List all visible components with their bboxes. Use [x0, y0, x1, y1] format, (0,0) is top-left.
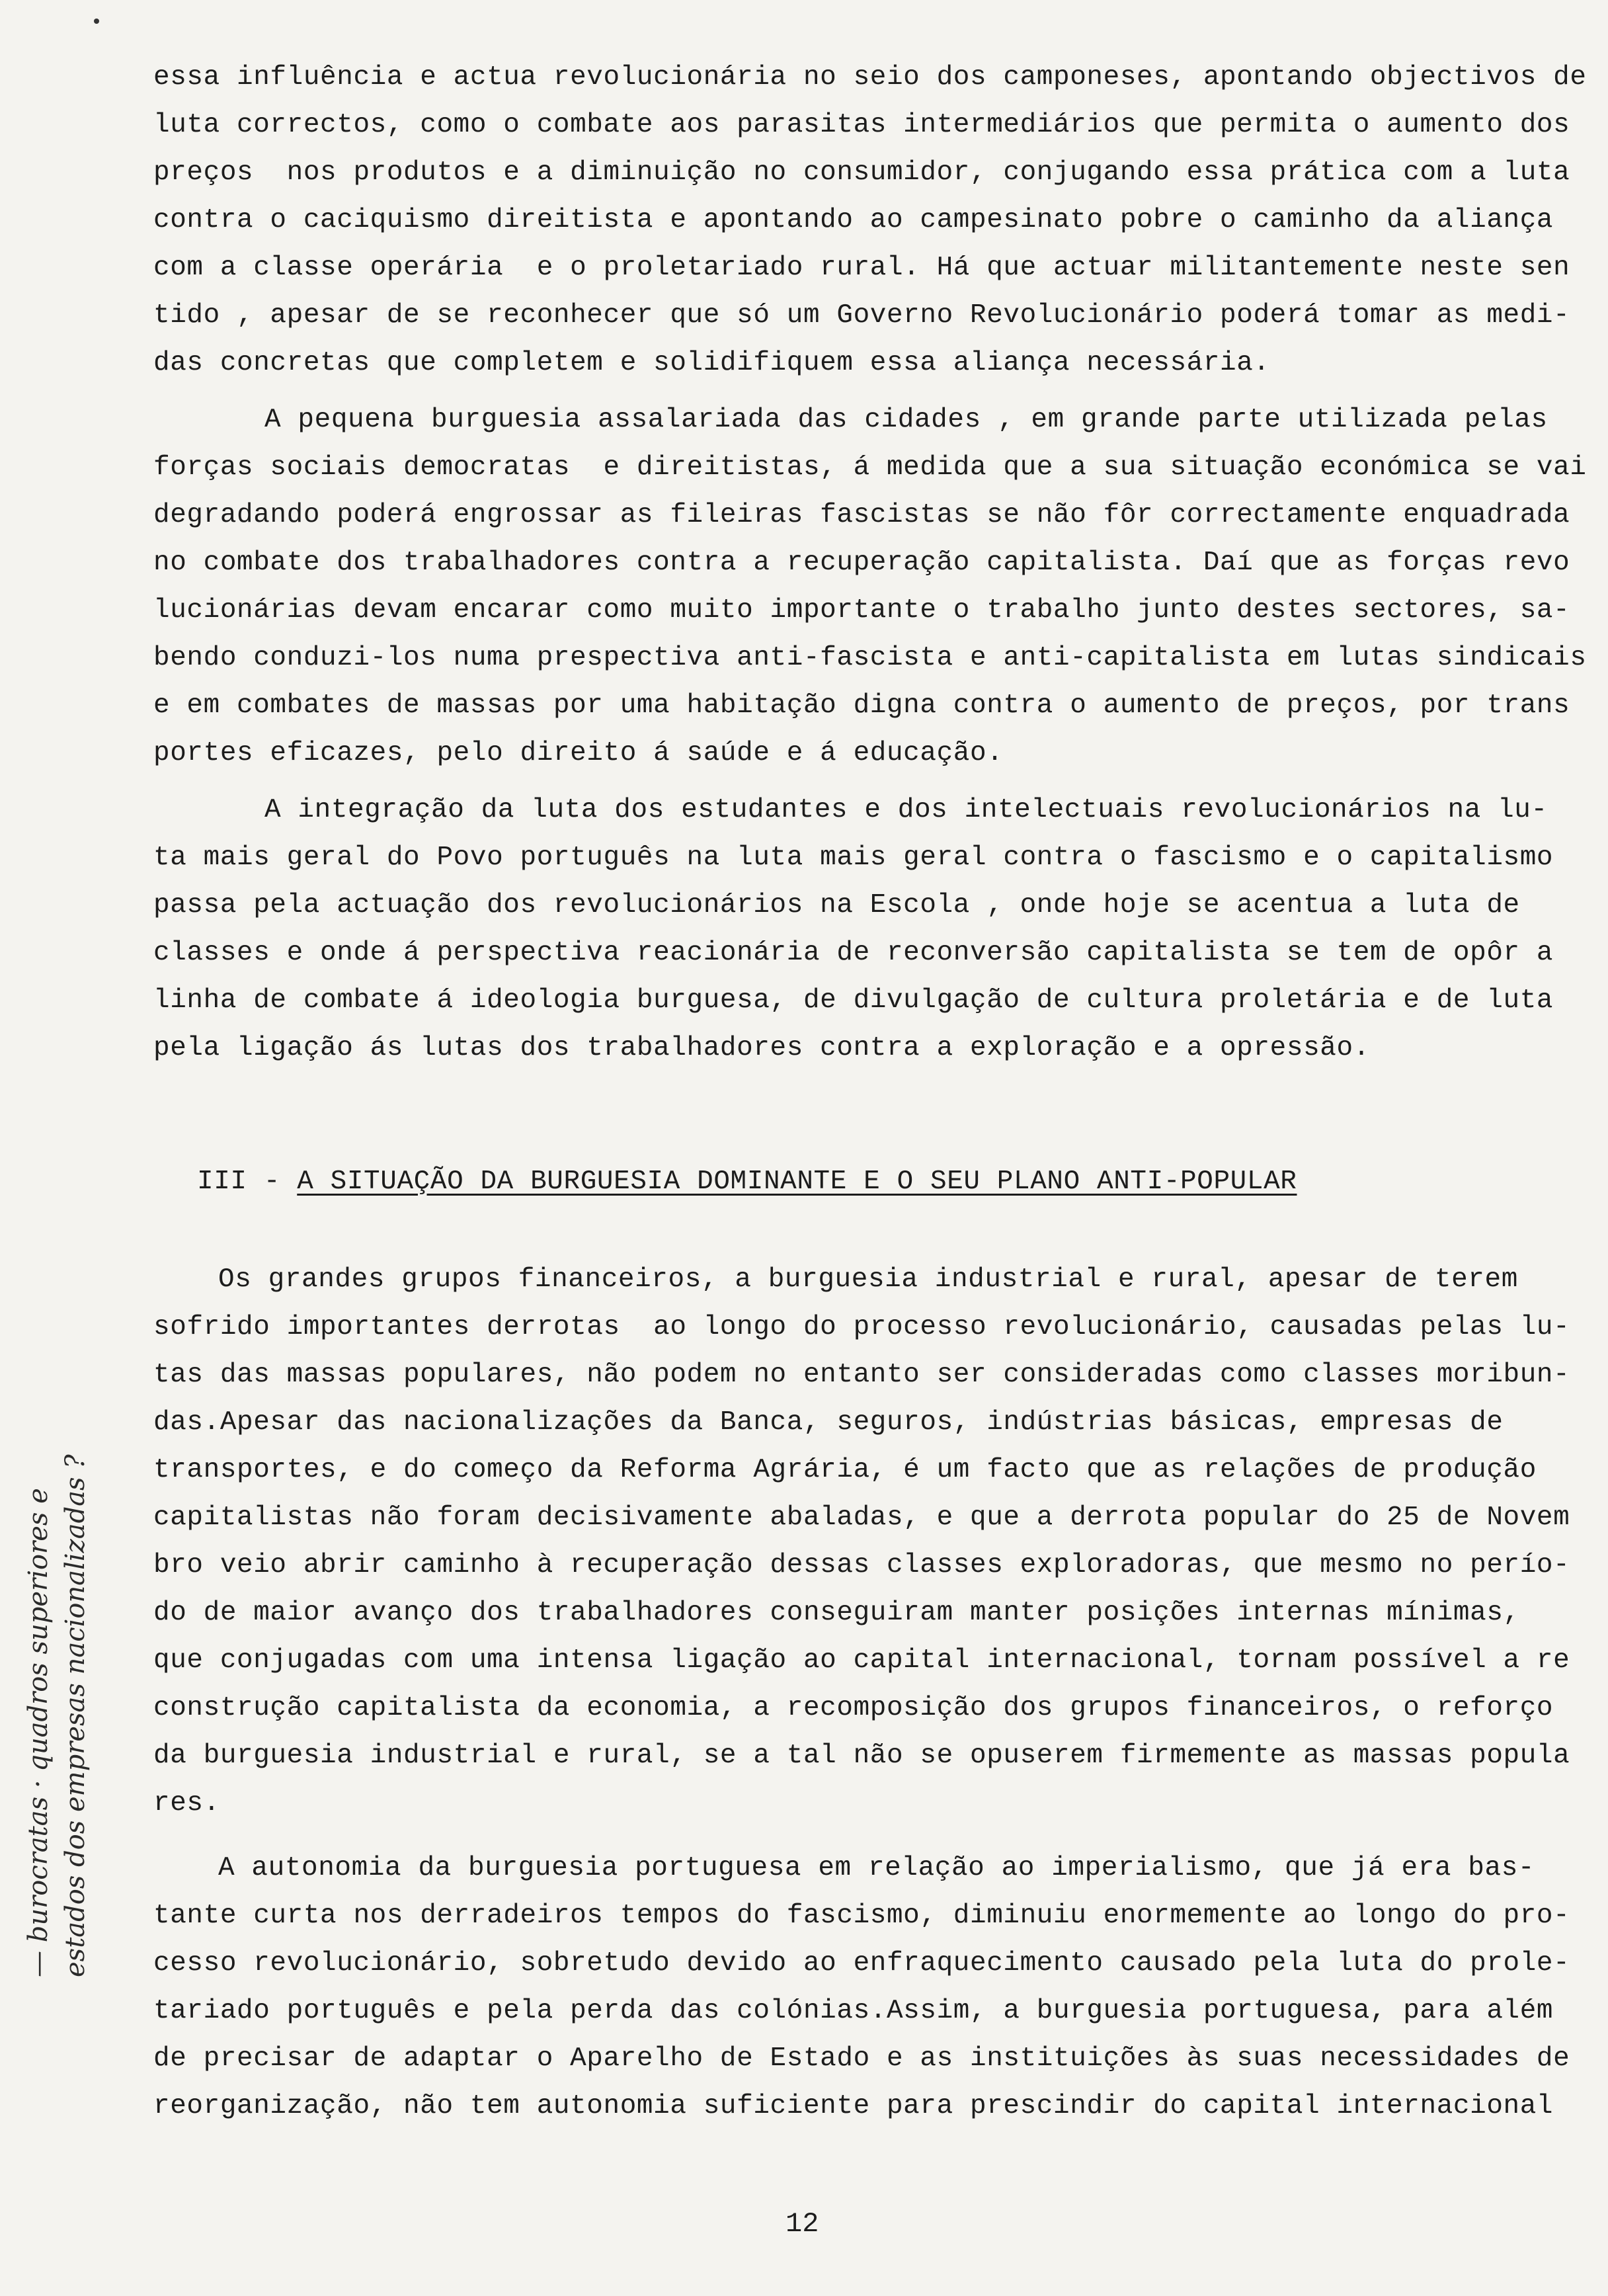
text-line: classes e onde á perspectiva reacionária de reconversão capitalista se tem de opôr a — [153, 938, 1554, 968]
page-number: 12 — [785, 2208, 819, 2240]
text-line: preços nos produtos e a diminuição no consumidor, conjugando essa prática com a luta — [153, 157, 1570, 188]
text-line: portes eficazes, pelo direito á saúde e á educação. — [153, 738, 1004, 768]
text-line: transportes, e do começo da Reforma Agrária, é um facto que as relações de produção — [153, 1455, 1537, 1485]
text-line: tariado português e pela perda das colónias.Assim, a burguesia portuguesa, para além — [153, 1996, 1554, 2026]
text-line: com a classe operária e o proletariado rural. Há que actuar militantemente neste sen — [153, 253, 1570, 283]
text-line: luta correctos, como o combate aos parasitas intermediários que permita o aumento dos — [153, 110, 1570, 140]
text-line: forças sociais democratas e direitistas, á medida que a sua situação económica se vai — [153, 452, 1587, 483]
text-line: res. — [153, 1788, 220, 1819]
text-line: que conjugadas com uma intensa ligação ao capital internacional, tornam possível a re — [153, 1645, 1570, 1676]
text-line: de precisar de adaptar o Aparelho de Estado e as instituições às suas necessidades de — [153, 2043, 1570, 2074]
text-line: e em combates de massas por uma habitação digna contra o aumento de preços, por trans — [153, 690, 1570, 721]
text-line: A pequena burguesia assalariada das cidades , em grande parte utilizada pelas — [264, 405, 1548, 435]
text-line: tante curta nos derradeiros tempos do fascismo, diminuiu enormemente ao longo do pro- — [153, 1901, 1570, 1931]
text-line: Os grandes grupos financeiros, a burguesia industrial e rural, apesar de terem — [218, 1264, 1518, 1295]
text-line: ta mais geral do Povo português na luta mais geral contra o fascismo e o capitalismo — [153, 842, 1554, 873]
text-line: no combate dos trabalhadores contra a recuperação capitalista. Daí que as forças revo — [153, 548, 1570, 578]
handwritten-margin-note: — burocratas · quadros superiores e estados dos empresas nacionalizadas ? — [23, 1454, 91, 1977]
text-line: construção capitalista da economia, a recomposição dos grupos financeiros, o reforço — [153, 1693, 1554, 1723]
text-line: da burguesia industrial e rural, se a tal não se opuserem firmemente as massas popula — [153, 1741, 1570, 1771]
text-line: bro veio abrir caminho à recuperação dessas classes exploradoras, que mesmo no perío- — [153, 1550, 1570, 1580]
text-line: pela ligação ás lutas dos trabalhadores contra a exploração e a opressão. — [153, 1033, 1370, 1063]
text-line: tas das massas populares, não podem no entanto ser consideradas como classes moribun- — [153, 1360, 1570, 1390]
text-line: lucionárias devam encarar como muito importante o trabalho junto destes sectores, sa- — [153, 595, 1570, 626]
text-line: A autonomia da burguesia portuguesa em relação ao imperialismo, que já era bas- — [218, 1853, 1535, 1883]
text-line: reorganização, não tem autonomia suficiente para prescindir do capital internacional — [153, 2091, 1554, 2121]
speck-mark — [94, 19, 99, 24]
text-line: passa pela actuação dos revolucionários na Escola , onde hoje se acentua a luta de — [153, 890, 1520, 921]
text-line: do de maior avanço dos trabalhadores conseguiram manter posições internas mínimas, — [153, 1598, 1520, 1628]
text-line: essa influência e actua revolucionária no seio dos camponeses, apontando objectivos de — [153, 62, 1587, 93]
text-line: sofrido importantes derrotas ao longo do processo revolucionário, causadas pelas lu- — [153, 1312, 1570, 1342]
text-line: A integração da luta dos estudantes e dos intelectuais revolucionários na lu- — [264, 795, 1548, 825]
section-number: III - — [197, 1167, 298, 1197]
text-line: tido , apesar de se reconhecer que só um Governo Revolucionário poderá tomar as medi- — [153, 300, 1570, 331]
text-line: cesso revolucionário, sobretudo devido ao enfraquecimento causado pela luta do prole- — [153, 1948, 1570, 1979]
text-line: degradando poderá engrossar as fileiras fascistas se não fôr correctamente enquadrada — [153, 500, 1570, 530]
text-line: das.Apesar das nacionalizações da Banca, seguros, indústrias básicas, empresas de — [153, 1407, 1504, 1438]
section-heading — [197, 1165, 1297, 1198]
text-line: capitalistas não foram decisivamente abaladas, e que a derrota popular do 25 de Novem — [153, 1502, 1570, 1533]
text-line: linha de combate á ideologia burguesa, de divulgação de cultura proletária e de luta — [153, 985, 1554, 1016]
text-line: das concretas que completem e solidifiquem essa aliança necessária. — [153, 348, 1270, 378]
section-title: A SITUAÇÃO DA BURGUESIA DOMINANTE E O SEU PLANO ANTI-POPULAR — [297, 1167, 1297, 1197]
text-line: bendo conduzi-los numa prespectiva anti-fascista e anti-capitalista em lutas sindicais — [153, 643, 1587, 673]
text-line: contra o caciquismo direitista e apontando ao campesinato pobre o caminho da aliança — [153, 205, 1554, 235]
